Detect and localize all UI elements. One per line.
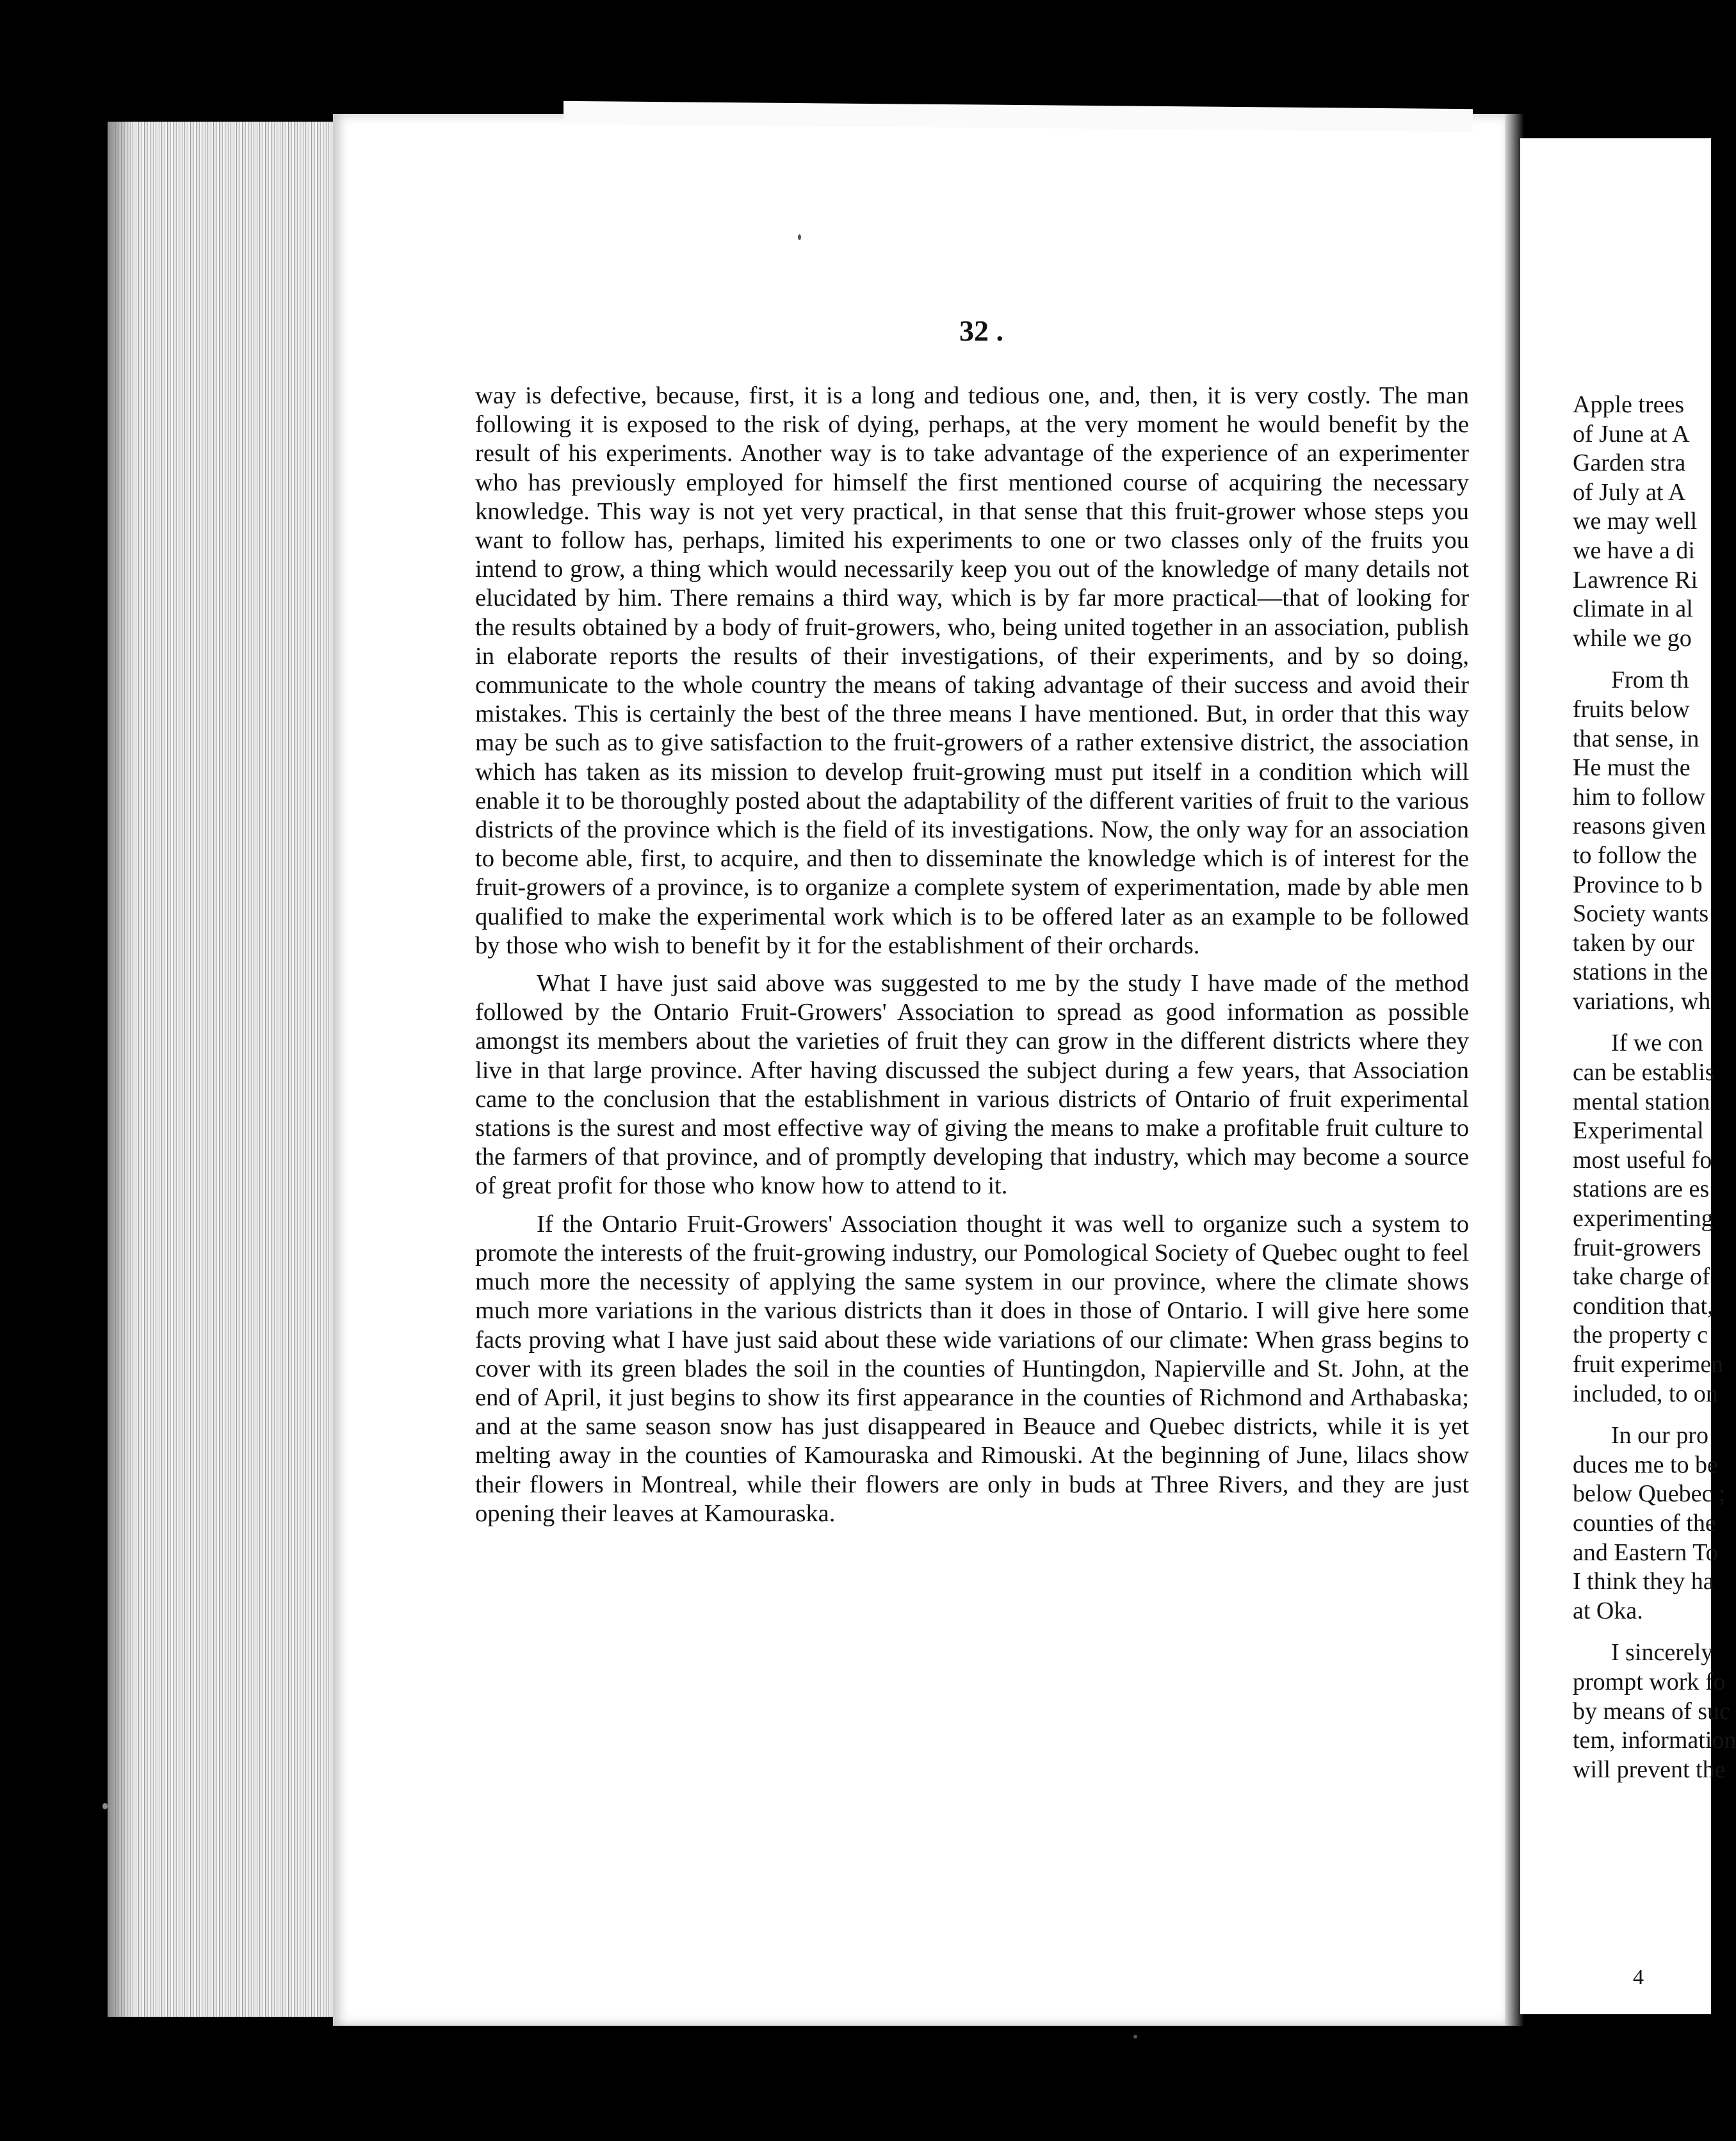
- right-line: fruit-growers: [1573, 1234, 1701, 1261]
- right-line: From th: [1611, 667, 1689, 694]
- body-text: [475, 382, 1469, 1528]
- right-line: counties of the: [1573, 1509, 1716, 1537]
- right-line: by means of suc: [1573, 1697, 1730, 1725]
- right-line: variations, wh: [1573, 987, 1711, 1015]
- right-line: tem, information: [1573, 1727, 1736, 1754]
- right-line: will prevent the: [1573, 1756, 1726, 1783]
- right-line: Experimental: [1573, 1117, 1704, 1145]
- paragraph-2: What I have just said above was suggested to me by the study I have made of the method followed by the Ontario Fruit-Growers' Association to spread as good information as possible amongst its members about the varieties of fruit they can grow in the different districts where they live in that large province. After having discussed the subject during a few years, that Association came to the conclusion that the establishment in various districts of Ontario of fruit experimental stations is the surest and most effective way of giving the means to make a profitable fruit culture to the farmers of that province, and of promptly developing that industry, which may become a source of great profit for those who know how to attend to it.: [475, 970, 1469, 1200]
- right-line: experimenting: [1573, 1205, 1714, 1232]
- scan-speck: [102, 1803, 108, 1809]
- page-edge-shadow: [108, 122, 133, 2017]
- right-line: at Oka.: [1573, 1597, 1643, 1624]
- right-line: him to follow: [1573, 783, 1705, 811]
- right-line: while we go: [1573, 624, 1692, 652]
- right-line: Province to b: [1573, 871, 1703, 898]
- right-page-text: [1573, 391, 1736, 1784]
- right-line: fruit experimen: [1573, 1351, 1724, 1378]
- right-line: climate in al: [1573, 595, 1693, 623]
- right-page-signature-mark: 4: [1633, 1966, 1644, 1989]
- right-line: to follow the: [1573, 841, 1698, 869]
- right-line: we have a di: [1573, 537, 1695, 564]
- right-line: mental station: [1573, 1088, 1710, 1115]
- right-line: can be establis: [1573, 1059, 1715, 1087]
- right-line: I think they ha: [1573, 1568, 1714, 1596]
- right-line: most useful fo: [1573, 1146, 1712, 1174]
- right-line: duces me to be: [1573, 1451, 1718, 1478]
- page-edge-stack: [108, 122, 338, 2017]
- right-line: of June at A: [1573, 420, 1690, 448]
- right-line: condition that,: [1573, 1292, 1714, 1320]
- right-line: Garden stra: [1573, 449, 1686, 477]
- right-line: fruits below: [1573, 695, 1690, 723]
- right-line: Lawrence Ri: [1573, 566, 1698, 594]
- paragraph-1: way is defective, because, first, it is a long and tedious one, and, then, it is very costly. The man following it is exposed to the risk of dying, perhaps, at the very moment he would benefit by the result of his experiments. Another way is to take advantage of the experience of an experimenter who has previously employed for himself the first mentioned course of acquiring the necessary knowledge. This way is not yet very practical, in that sense that this fruit-grower whose steps you want to follow has, perhaps, limited his experiments to one or two classes only of the fruits you intend to grow, a thing which would necessarily keep you out of the knowledge of many details not elucidated by him. There remains a third way, which is by far more practical—that of looking for the results obtained by a body of fruit-growers, who, being united together in an association, publish in elaborate reports the results of their investigations, of their experiments, and by so doing, communicate to the whole country the means of taking advantage of their success and avoid their mistakes. This is certainly the best of the three means I have mentioned. But, in order that this way may be such as to give satisfaction to the fruit-growers of a rather extensive district, the association which has taken as its mission to develop fruit-growing must put itself in a condition which will enable it to be thoroughly posted about the adaptability of the different varities of fruit to the various districts of the province which is the field of its investigations. Now, the only way for an association to become able, first, to acquire, and then to disseminate the knowledge which is of interest for the fruit-growers of a province, is to organize a complete system of experimentation, made by able men qualified to make the experimental work which is to be offered later as an example to be followed by those who wish to benefit by it for the establishment of their orchards.: [475, 382, 1469, 959]
- right-line: taken by our: [1573, 929, 1694, 957]
- paragraph-3: If the Ontario Fruit-Growers' Association thought it was well to organize such a system to promote the interests of the fruit-growing industry, our Pomological Society of Quebec ought to feel much more the necessity of applying the same system in our province, where the climate shows much more variations in the various districts than it does in those of Ontario. I will give here some facts proving what I have just said about these wide variations of our climate: When grass begins to cover with its green blades the soil in the counties of Huntingdon, Napierville and St. John, at the end of April, it just begins to show its first appearance in the counties of Richmond and Arthabaska; and at the same season snow has just disappeared in Beauce and Quebec districts, while it is yet melting away in the counties of Kamouraska and Rimouski. At the beginning of June, lilacs show their flowers in Montreal, while their flowers are only in buds at Three Rivers, and they are just opening their leaves at Kamouraska.: [475, 1210, 1469, 1527]
- right-line: take charge of: [1573, 1263, 1710, 1291]
- right-line: we may well: [1573, 508, 1698, 535]
- right-line: of July at A: [1573, 478, 1686, 506]
- scan-speck: [1133, 2035, 1137, 2039]
- right-line: that sense, in: [1573, 725, 1699, 752]
- right-line: Apple trees: [1573, 391, 1685, 418]
- right-line: stations in the: [1573, 958, 1708, 986]
- right-line: stations are es: [1573, 1176, 1710, 1203]
- right-line: In our pro: [1611, 1422, 1708, 1450]
- right-line: below Quebec ;: [1573, 1480, 1726, 1508]
- right-line: Society wants: [1573, 900, 1709, 928]
- right-line: I sincerely: [1611, 1639, 1714, 1667]
- scan-speck: [798, 234, 801, 240]
- right-line: prompt work fo: [1573, 1668, 1726, 1695]
- right-line: and Eastern To: [1573, 1539, 1718, 1566]
- page-number: 32 .: [959, 314, 1003, 347]
- right-line: included, to on: [1573, 1380, 1718, 1407]
- right-line: He must the: [1573, 754, 1691, 782]
- right-line: the property c: [1573, 1321, 1708, 1349]
- right-line: reasons given: [1573, 812, 1706, 840]
- right-line: If we con: [1611, 1030, 1703, 1057]
